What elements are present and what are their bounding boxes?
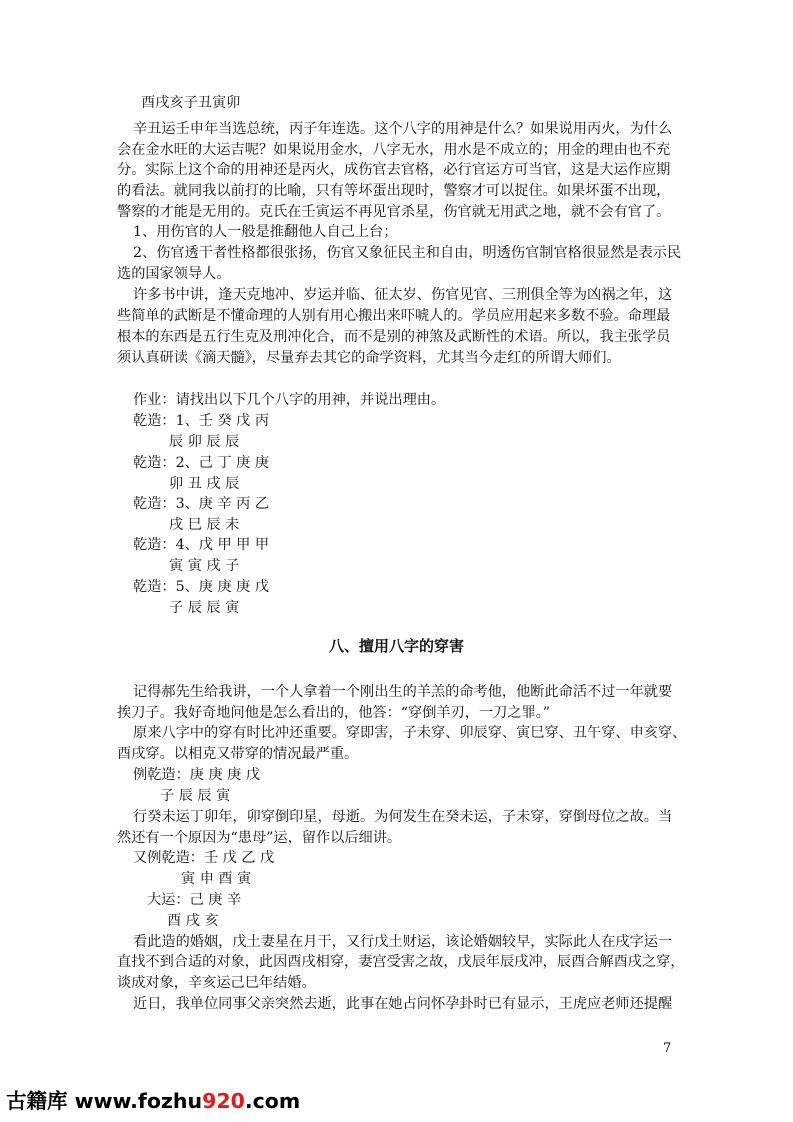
text-line: 须认真研读《滴天髓》，尽量弃去其它的命学资料，尤其当今走红的所谓大师们。 xyxy=(117,350,621,366)
text-line: 看此造的婚姻，戊土妻星在月干，又行戊土财运，该论婚姻较早，实际此人在戌字运一 xyxy=(133,934,673,950)
text-line: 寅 申 酉 寅 xyxy=(181,871,252,887)
page-number: 7 xyxy=(663,1041,672,1056)
text-line: 作业：请找出以下几个八字的用神，并说出理由。 xyxy=(133,392,446,408)
text-line: 警察的才能是无用的。克氏在壬寅运不再见官杀星，伤官就无用武之地，就不会有官了。 xyxy=(117,204,671,220)
footer-url-prefix: www.fozhu xyxy=(74,1089,203,1113)
text-line: 子 辰 辰 寅 xyxy=(160,788,231,804)
text-line: 辰 卯 辰 辰 xyxy=(169,434,240,450)
text-line: 大运：己 庚 辛 xyxy=(147,892,242,908)
text-line: 寅 寅 戌 子 xyxy=(169,558,240,574)
text-line: 挨刀子。我好奇地问他是怎么看出的，他答：“穿倒羊刃，一刀之罪。” xyxy=(117,705,551,721)
text-line: 2、伤官透干者性格都很张扬，伤官又象征民主和自由，明透伤官制官格很显然是表示民 xyxy=(133,245,682,261)
text-line: 会在金水旺的大运吉呢？如果说用金水，八字无水，用水是不成立的；用金的理由也不充 xyxy=(117,142,671,158)
text-line: 辛丑运壬申年当选总统，丙子年连选。这个八字的用神是什么？如果说用丙火，为什么 xyxy=(133,121,673,137)
text-line: 卯 丑 戌 辰 xyxy=(169,476,240,492)
footer-watermark xyxy=(6,1085,300,1117)
text-line: 近日，我单位同事父亲突然去逝，此事在她占问怀孕卦时已有显示，王虎应老师还提醒 xyxy=(133,996,673,1012)
text-line: 酉戌亥子丑寅卯 xyxy=(141,95,241,111)
text-line: 选的国家领导人。 xyxy=(117,266,231,282)
text-line: 子 辰 辰 寅 xyxy=(169,600,240,616)
footer-url-number: 920 xyxy=(202,1089,245,1113)
section-heading: 八、擅用八字的穿害 xyxy=(328,637,464,655)
text-line: 酉 戌 亥 xyxy=(167,913,219,929)
text-line: 又例乾造：壬 戊 乙 戊 xyxy=(133,850,275,866)
footer-url-suffix: .com xyxy=(244,1089,301,1113)
text-line: 行癸未运丁卯年，卯穿倒印星，母逝。为何发生在癸未运，子未穿，穿倒母位之故。当 xyxy=(133,809,673,825)
text-line: 直找不到合适的对象，此因酉戌相穿，妻宫受害之故，戊辰年辰戌冲，辰酉合解酉戌之穿， xyxy=(117,954,685,970)
text-line: 许多书中讲，逢天克地冲、岁运并临、征太岁、伤官见官、三刑俱全等为凶祸之年，这 xyxy=(133,287,673,303)
text-line: 谈成对象，辛亥运己巳年结婚。 xyxy=(117,975,316,991)
text-line: 乾造：5、庚 庚 庚 戊 xyxy=(133,579,270,595)
text-line: 乾造：3、庚 辛 丙 乙 xyxy=(133,496,270,512)
text-line: 些简单的武断是不懂命理的人别有用心搬出来吓唬人的。学员应用起来多数不验。命理最 xyxy=(117,308,671,324)
text-line: 乾造：4、戊 甲 甲 甲 xyxy=(133,537,270,553)
text-line: 根本的东西是五行生克及刑冲化合，而不是别的神煞及武断性的术语。所以，我主张学员 xyxy=(117,329,671,345)
text-line: 记得郝先生给我讲，一个人拿着一个刚出生的羊羔的命考他，他断此命活不过一年就要 xyxy=(133,684,673,700)
text-line: 乾造：1、壬 癸 戊 丙 xyxy=(133,413,270,429)
text-line: 然还有一个原因为“患母”运，留作以后细讲。 xyxy=(117,830,402,846)
text-line: 酉戌穿。以相克又带穿的情况最严重。 xyxy=(117,746,359,762)
text-line: 乾造：2、己 丁 庚 庚 xyxy=(133,455,270,471)
text-line: 的看法。就同我以前打的比喻，只有等坏蛋出现时，警察才可以捉住。如果坏蛋不出现， xyxy=(117,183,671,199)
text-line: 戌 巳 辰 未 xyxy=(169,517,240,533)
text-line: 1、用伤官的人一般是推翻他人自己上台； xyxy=(133,224,398,240)
text-line: 原来八字中的穿有时比冲还重要。穿即害，子未穿、卯辰穿、寅巳穿、丑午穿、申亥穿、 xyxy=(133,725,687,741)
text-line: 例乾造：庚 庚 庚 戊 xyxy=(133,767,261,783)
footer-site-name: 古籍库 xyxy=(6,1089,68,1113)
text-line: 分。实际上这个命的用神还是丙火，成伤官去官格，必行官运方可当官，这是大运作应期 xyxy=(117,162,671,178)
